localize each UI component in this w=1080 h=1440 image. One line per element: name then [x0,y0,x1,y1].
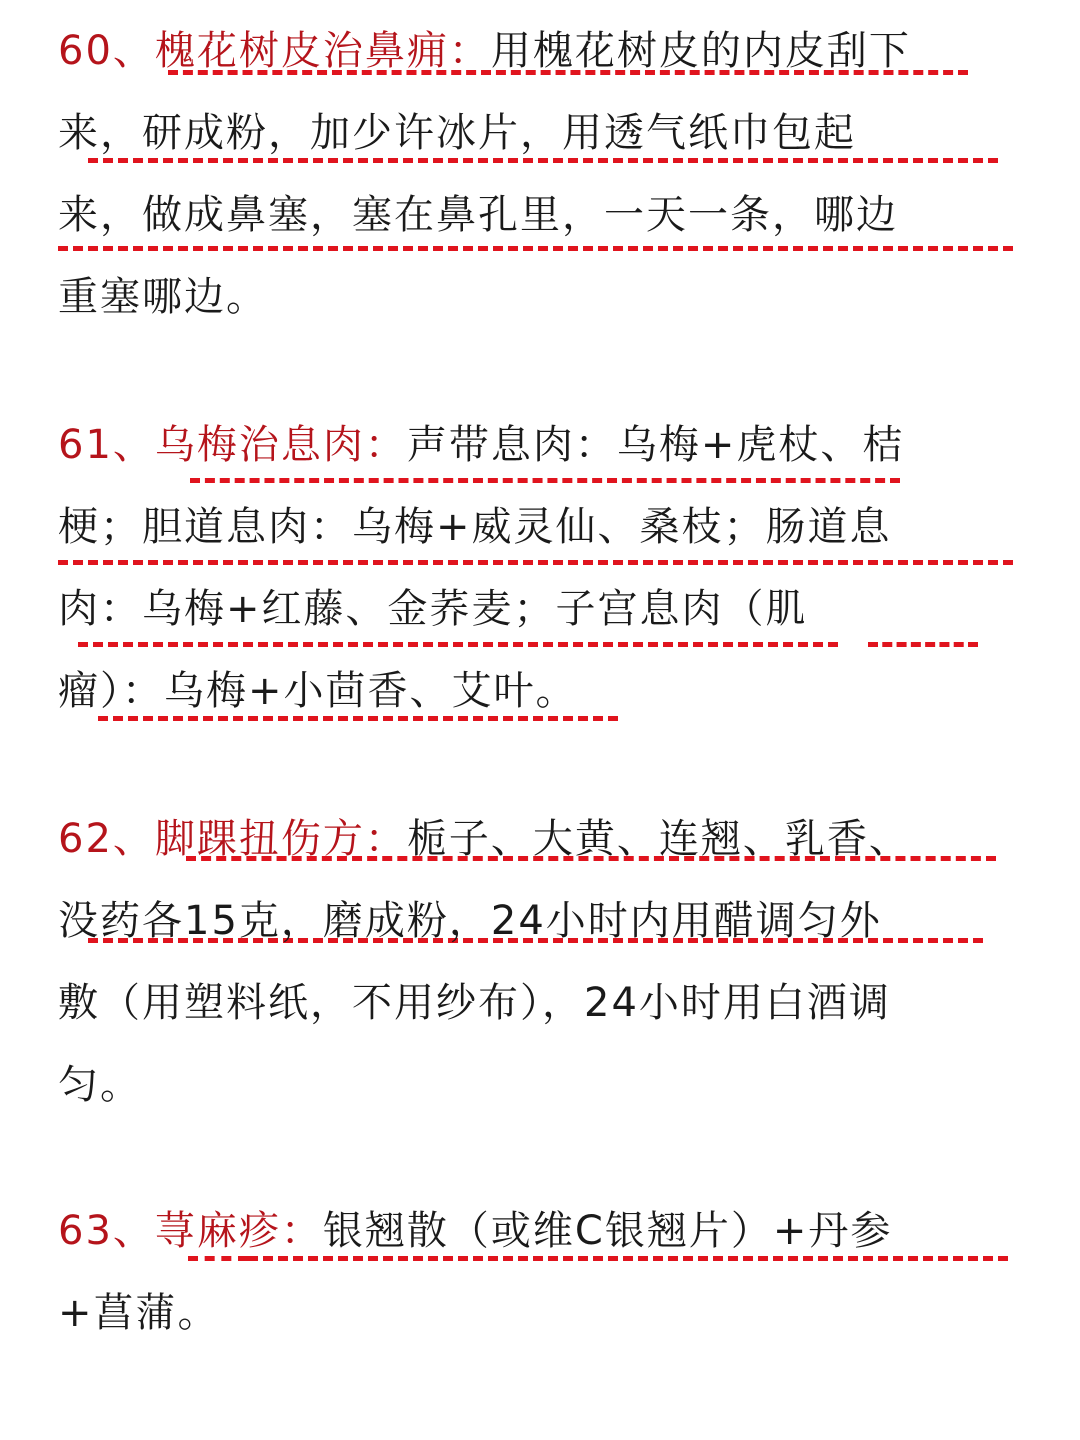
remedy-entry-61 [58,404,1022,732]
dashed-underline [868,642,978,647]
remedy-entry-63 [58,1190,1022,1354]
entry-number: 60、 [58,28,155,74]
entry-line [58,962,1022,1044]
entry-text: 来，研成粉，加少许冰片，用透气纸巾包起 [58,110,856,156]
entry-line [58,256,1022,338]
entry-text: 银翘散（或维C银翘片）+丹参 [322,1208,893,1254]
entry-line [58,1190,1022,1272]
entry-number: 62、 [58,816,155,862]
entry-title: 荨麻疹： [154,1208,323,1254]
entry-text: 肉：乌梅+红藤、金荞麦；子宫息肉（肌 [58,586,808,632]
entry-line [58,1272,1022,1354]
entry-number: 63、 [58,1208,155,1254]
entry-text: 用槐花树皮的内皮刮下 [490,28,911,74]
dashed-underline [78,642,838,647]
entry-line [58,404,1022,486]
remedy-entry-60 [58,10,1022,338]
entry-line [58,174,1022,256]
entry-text: 瘤）：乌梅+小茴香、艾叶。 [58,668,578,714]
entry-line [58,880,1022,962]
entry-text: 声带息肉：乌梅+虎杖、桔 [406,422,905,468]
entry-text: 匀。 [58,1062,142,1108]
dashed-underline [188,1256,248,1261]
entry-text: 没药各15克，磨成粉，24小时内用醋调匀外 [58,898,882,944]
entry-title: 脚踝扭伤方： [154,816,407,862]
entry-line [58,92,1022,174]
entry-title: 乌梅治息肉： [154,422,407,468]
entry-line [58,798,1022,880]
entry-line [58,568,1022,650]
entry-text: 栀子、大黄、连翘、乳香、 [406,816,911,862]
entry-number: 61、 [58,422,155,468]
remedy-entry-62 [58,798,1022,1126]
entry-text: 敷（用塑料纸，不用纱布），24小时用白酒调 [58,980,891,1026]
entry-text: 重塞哪边。 [58,274,268,320]
dashed-underline [98,716,618,721]
dashed-underline [88,158,998,163]
dashed-underline [190,478,900,483]
entry-line [58,1044,1022,1126]
entry-line [58,650,1022,732]
entry-line [58,486,1022,568]
entry-text: 来，做成鼻塞，塞在鼻孔里，一天一条，哪边 [58,192,898,238]
dashed-underline [58,246,1013,251]
dashed-underline [248,1256,1008,1261]
entry-text: 梗；胆道息肉：乌梅+威灵仙、桑枝；肠道息 [58,504,892,550]
dashed-underline [58,560,1013,565]
entry-title: 槐花树皮治鼻痈： [154,28,491,74]
entry-line [58,10,1022,92]
entry-text: +菖蒲。 [58,1290,220,1336]
